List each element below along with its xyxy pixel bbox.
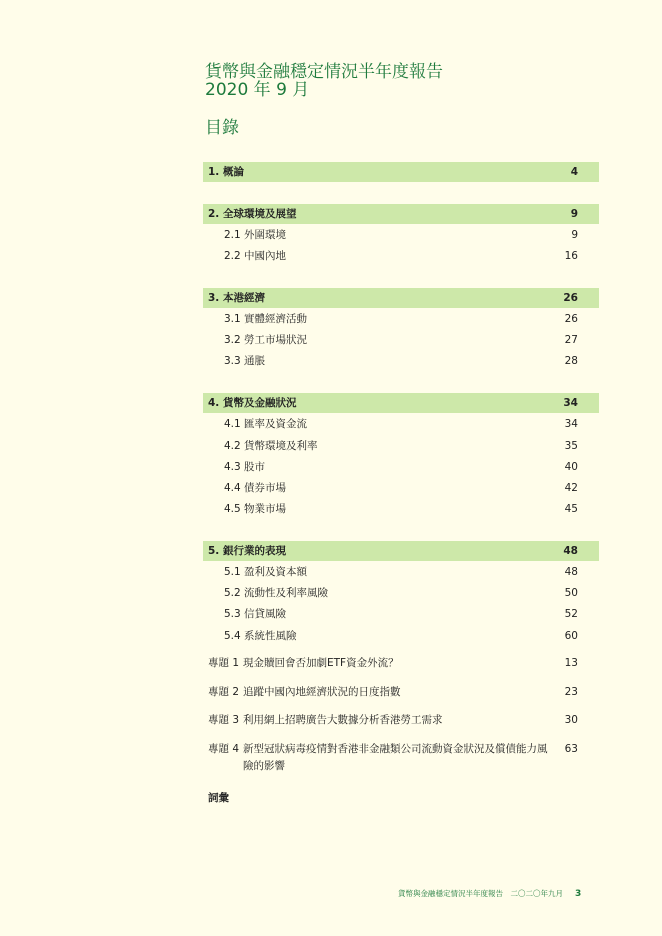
entry-label: 5. 銀行業的表現 — [208, 544, 286, 557]
toc-topic[interactable] — [203, 682, 599, 702]
toc-subsection[interactable] — [203, 478, 599, 498]
entry-page: 63 — [564, 743, 578, 755]
entry-page: 34 — [564, 418, 578, 431]
topic-number: 專題 2 — [208, 686, 240, 698]
entry-page: 28 — [564, 355, 578, 368]
entry-page: 9 — [570, 207, 578, 220]
entry-page: 30 — [564, 714, 578, 726]
entry-label: 5.3 信貸風險 — [224, 608, 287, 621]
toc-topic[interactable] — [203, 739, 599, 772]
toc-subsection[interactable] — [203, 562, 599, 582]
entry-label: 3.3 通脹 — [224, 355, 266, 368]
entry-page: 35 — [564, 439, 578, 452]
toc-section[interactable] — [203, 204, 599, 224]
toc-subsection[interactable] — [203, 626, 599, 646]
report-title: 貨幣與金融穩定情況半年度報告 — [205, 62, 443, 82]
entry-page: 50 — [564, 587, 578, 600]
entry-page: 16 — [564, 250, 578, 263]
entry-label: 2. 全球環境及展望 — [208, 207, 297, 220]
page-number: 3 — [575, 889, 582, 899]
entry-page: 48 — [564, 566, 578, 578]
toc-subsection[interactable] — [203, 414, 599, 434]
topic-number: 專題 3 — [208, 714, 240, 726]
entry-label: 3.1 實體經濟活動 — [224, 313, 308, 325]
toc-subsection[interactable] — [203, 499, 599, 519]
toc-subsection[interactable] — [203, 604, 599, 624]
page-footer — [398, 888, 581, 899]
toc-subsection[interactable] — [203, 309, 599, 329]
entry-page: 13 — [564, 657, 578, 669]
entry-label: 3. 本港經濟 — [208, 291, 265, 304]
entry-page: 45 — [564, 503, 578, 516]
footer-text: 貨幣與金融穩定情況半年度報告 二〇二〇年九月 — [398, 889, 563, 898]
entry-label: 1. 概論 — [208, 166, 244, 178]
entry-label: 4.3 股市 — [224, 460, 266, 473]
entry-label: 2.2 中國內地 — [224, 250, 287, 263]
entry-page: 23 — [564, 686, 578, 698]
toc-subsection[interactable] — [203, 351, 599, 371]
topic-title: 新型冠狀病毒疫情對香港非金融類公司流動資金狀況及償債能力風險的影響 — [243, 743, 548, 772]
entry-label: 5.1 盈利及資本額 — [224, 566, 308, 578]
entry-page: 9 — [571, 228, 578, 241]
toc-subsection[interactable] — [203, 583, 599, 603]
entry-label: 2.1 外圍環境 — [224, 228, 287, 241]
toc-section[interactable] — [203, 541, 599, 561]
entry-label: 5.4 系統性風險 — [224, 629, 297, 642]
topic-number: 專題 1 — [208, 657, 240, 669]
toc-subsection[interactable] — [203, 225, 599, 245]
entry-page: 48 — [563, 544, 578, 557]
entry-label: 4.5 物業市場 — [224, 503, 287, 516]
glossary-link[interactable] — [203, 788, 599, 808]
toc-topic[interactable] — [203, 653, 599, 673]
entry-page: 4 — [570, 166, 578, 178]
entry-page: 26 — [563, 291, 578, 304]
toc-section[interactable] — [203, 162, 599, 182]
entry-page: 34 — [563, 397, 578, 410]
entry-label: 4. 貨幣及金融狀況 — [208, 397, 297, 410]
entry-label: 3.2 勞工市場狀況 — [224, 334, 308, 347]
toc-section[interactable] — [203, 288, 599, 308]
entry-label: 4.2 貨幣環境及利率 — [224, 439, 318, 452]
toc-topic[interactable] — [203, 710, 599, 730]
topic-title: 利用網上招聘廣告大數據分析香港勞工需求 — [243, 714, 443, 726]
entry-label: 4.4 債券市場 — [224, 481, 287, 494]
topic-title: 現金贖回會否加劇ETF資金外流？ — [243, 657, 399, 669]
entry-label: 5.2 流動性及利率風險 — [224, 587, 329, 600]
report-date: 2020 年 9 月 — [205, 80, 310, 100]
topic-title: 追蹤中國內地經濟狀況的日度指數 — [243, 686, 401, 698]
toc-section[interactable] — [203, 393, 599, 413]
toc-subsection[interactable] — [203, 330, 599, 350]
entry-page: 26 — [564, 313, 578, 325]
toc-subsection[interactable] — [203, 457, 599, 477]
toc-subsection[interactable] — [203, 436, 599, 456]
glossary-label: 詞彙 — [208, 792, 229, 804]
topic-number: 專題 4 — [208, 743, 240, 755]
entry-page: 42 — [564, 481, 578, 494]
entry-page: 27 — [564, 334, 578, 347]
entry-page: 40 — [564, 460, 578, 473]
entry-page: 52 — [564, 608, 578, 621]
entry-label: 4.1 匯率及資金流 — [224, 418, 308, 431]
entry-page: 60 — [564, 629, 578, 642]
toc-heading: 目錄 — [205, 118, 239, 138]
toc-subsection[interactable] — [203, 246, 599, 266]
